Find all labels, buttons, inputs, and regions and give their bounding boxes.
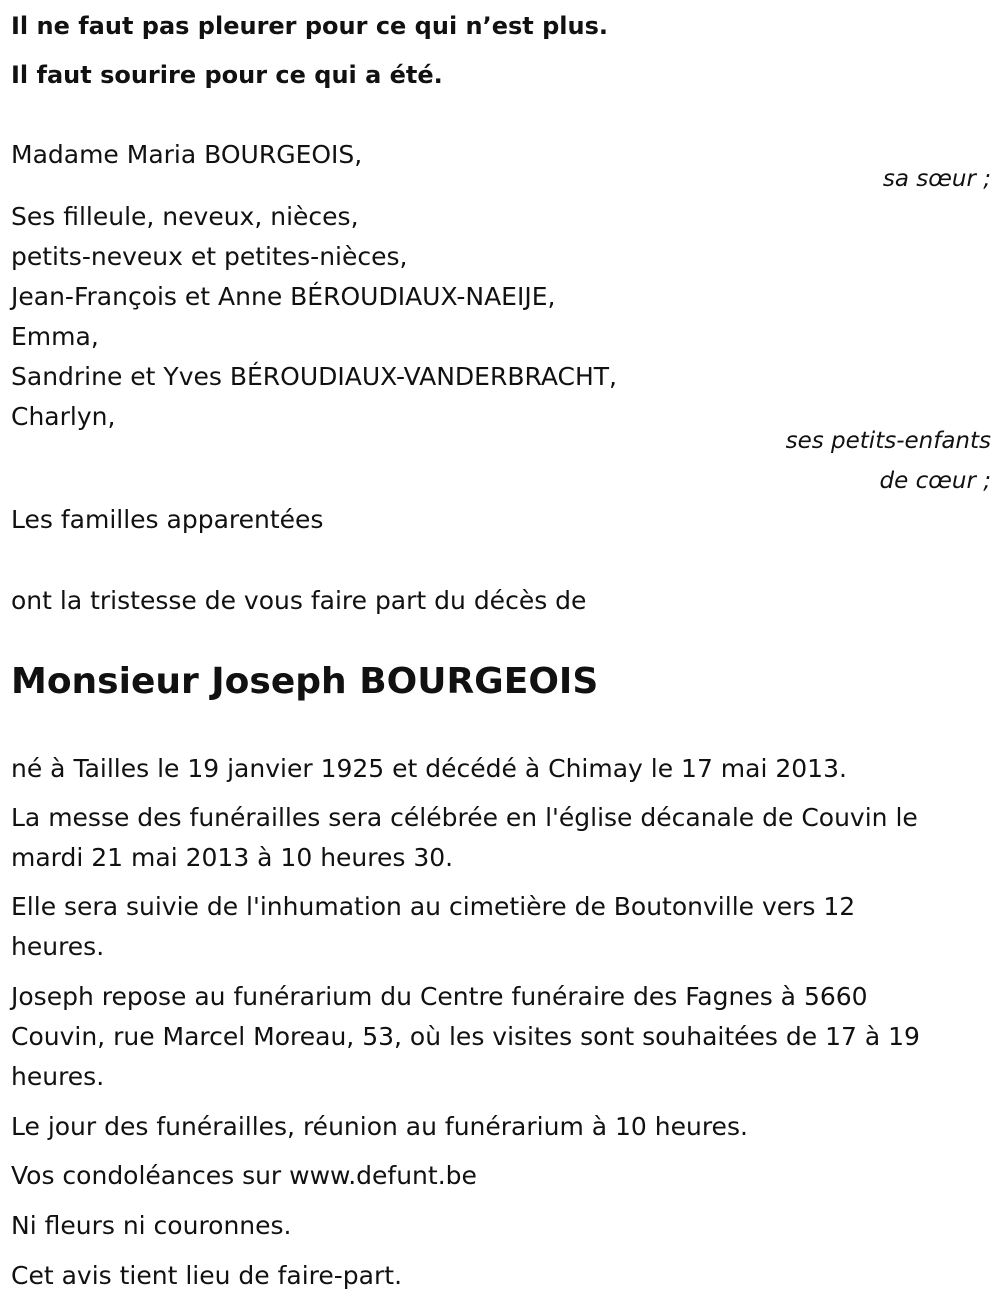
- birth-death-line: né à Tailles le 19 janvier 1925 et décédé à Chimay le 17 mai 2013.: [11, 754, 847, 783]
- epigraph-line-2: Il faut sourire pour ce qui a été.: [11, 61, 443, 89]
- flowers-line: Ni fleurs ni couronnes.: [11, 1211, 292, 1240]
- deceased-name: Monsieur Joseph BOURGEOIS: [11, 661, 599, 702]
- grandchildren-relation-line-2: de cœur ;: [879, 468, 991, 494]
- families-line: Les familles apparentées: [11, 505, 324, 534]
- grandchildren-line-5: Sandrine et Yves BÉROUDIAUX-VANDERBRACHT,: [11, 362, 617, 391]
- rest-line-2: Couvin, rue Marcel Moreau, 53, où les visites sont souhaitées de 17 à 19: [11, 1022, 920, 1051]
- grandchildren-line-4: Emma,: [11, 322, 99, 351]
- burial-line-1: Elle sera suivie de l'inhumation au cimetière de Boutonville vers 12: [11, 892, 856, 921]
- mass-line-2: mardi 21 mai 2013 à 10 heures 30.: [11, 843, 454, 872]
- grandchildren-line-2: petits-neveux et petites-nièces,: [11, 242, 408, 271]
- mass-line-1: La messe des funérailles sera célébrée en l'église décanale de Couvin le: [11, 803, 918, 832]
- rest-line-3: heures.: [11, 1062, 105, 1091]
- notice-line: Cet avis tient lieu de faire-part.: [11, 1261, 403, 1290]
- grandchildren-line-3: Jean-François et Anne BÉROUDIAUX-NAEIJE,: [11, 282, 556, 311]
- burial-line-2: heures.: [11, 932, 105, 961]
- sister-relation: sa sœur ;: [882, 166, 991, 192]
- sister-name: Madame Maria BOURGEOIS,: [11, 140, 363, 169]
- meeting-line: Le jour des funérailles, réunion au funérarium à 10 heures.: [11, 1112, 748, 1141]
- condolences-line: Vos condoléances sur www.defunt.be: [11, 1161, 477, 1190]
- grandchildren-line-1: Ses filleule, neveux, nièces,: [11, 202, 359, 231]
- grandchildren-relation-line-1: ses petits-enfants: [785, 428, 991, 454]
- rest-line-1: Joseph repose au funérarium du Centre funéraire des Fagnes à 5660: [11, 982, 868, 1011]
- grandchildren-line-6: Charlyn,: [11, 402, 116, 431]
- announcement-line: ont la tristesse de vous faire part du décès de: [11, 586, 587, 615]
- epigraph-line-1: Il ne faut pas pleurer pour ce qui n’est plus.: [11, 12, 609, 40]
